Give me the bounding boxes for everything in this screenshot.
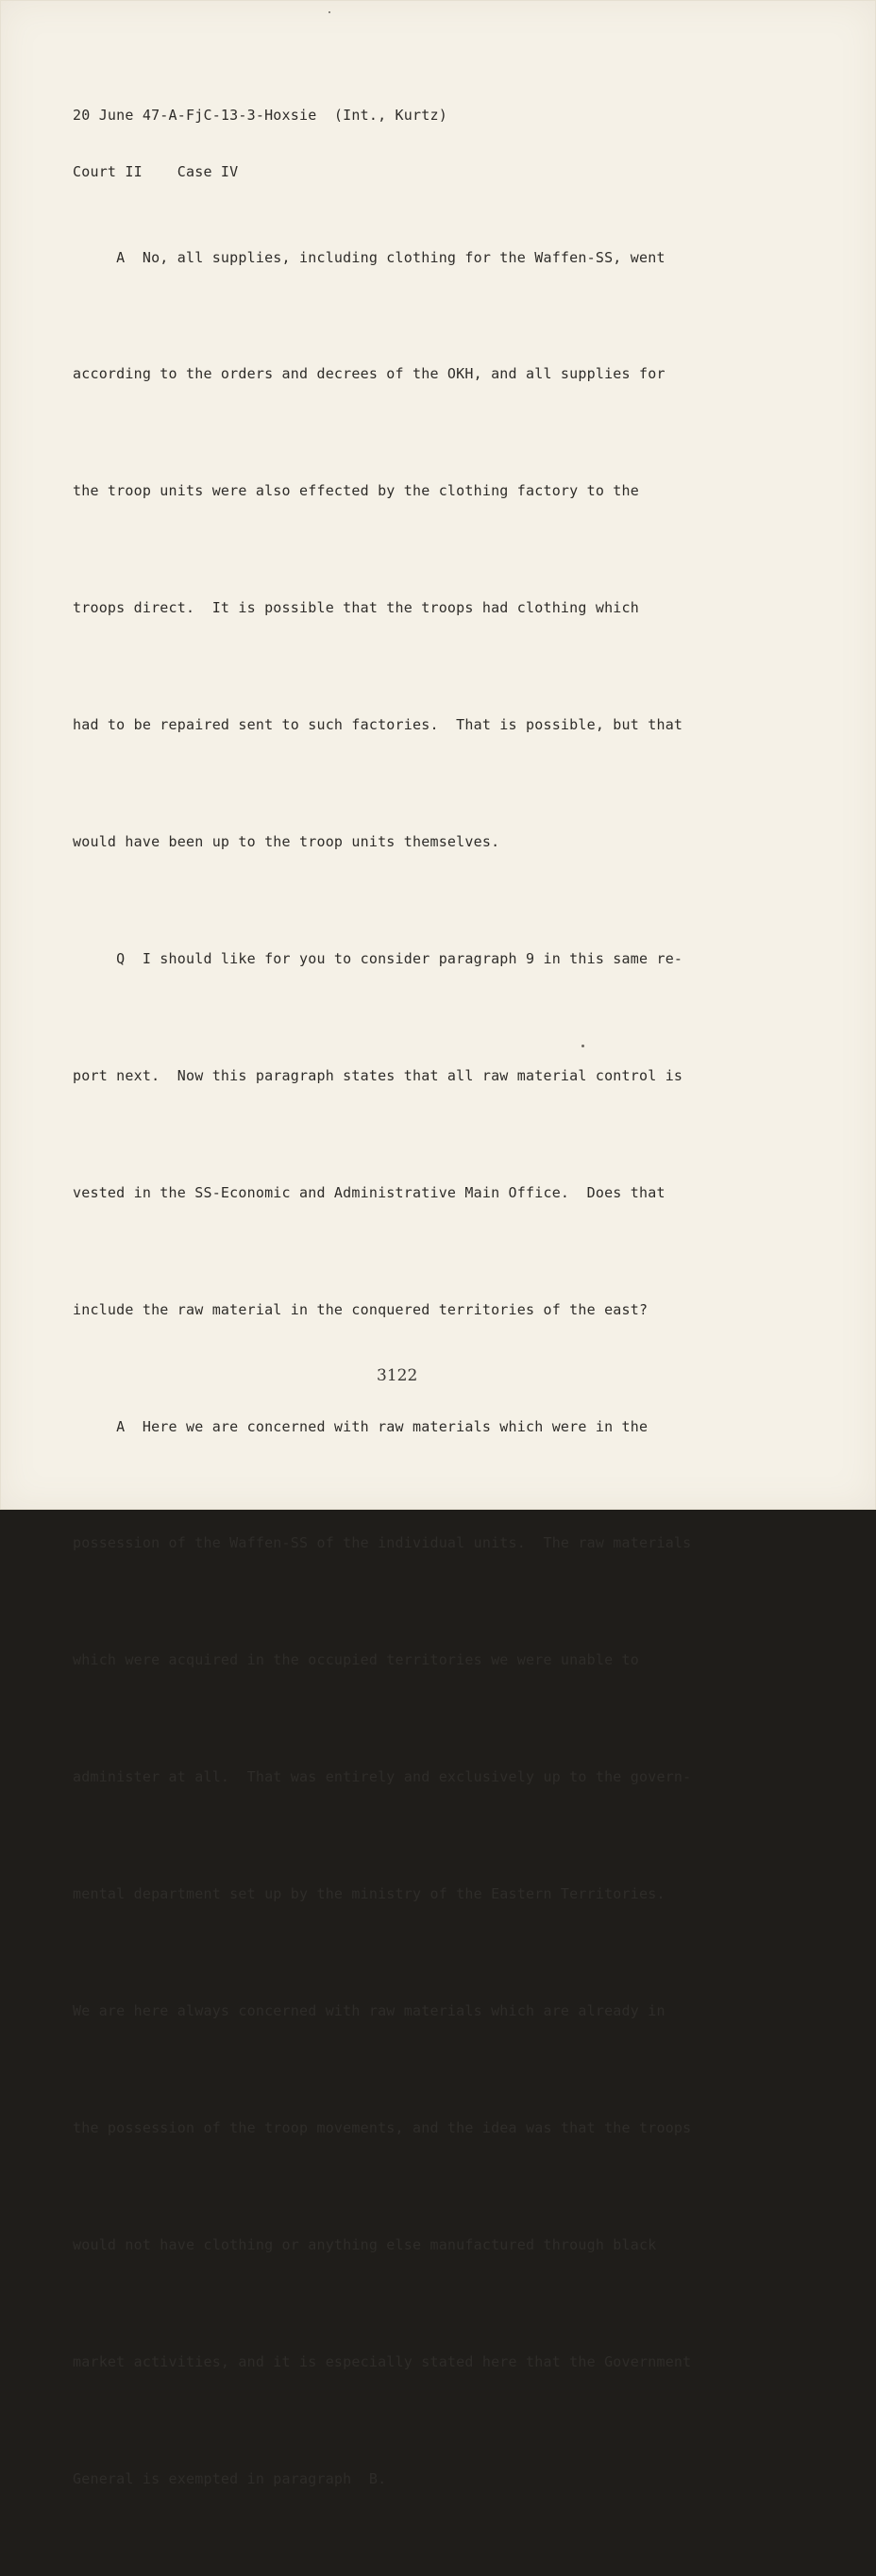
transcript-line: had to be repaired sent to such factories. That is possible, but that	[73, 716, 683, 734]
stray-ink-mark	[328, 11, 330, 13]
transcript-line: include the raw material in the conquered territories of the east?	[73, 1300, 649, 1318]
header-line-1: 20 June 47-A-FjC-13-3-Hoxsie (Int., Kurtz)	[73, 107, 447, 124]
transcript-line: mental department set up by the ministry of the Eastern Territories.	[73, 1885, 665, 1903]
transcript-line: possession of the Waffen-SS of the individual units. The raw materials	[73, 1534, 692, 1552]
header-line-2: Court II Case IV	[73, 163, 239, 180]
transcript-line: the possession of the troop movements, and the idea was that the troops	[73, 2118, 692, 2136]
page-number: 3122	[377, 1366, 418, 1385]
stray-ink-mark	[581, 1045, 584, 1047]
transcript-line: We are here always concerned with raw materials which are already in	[73, 2001, 665, 2019]
transcript-line: General is exempted in paragraph B.	[73, 2469, 387, 2487]
transcript-line: according to the orders and decrees of the OKH, and all supplies for	[73, 365, 665, 383]
transcript-line: Q I should like for you to consider paragraph 9 in this same re-	[73, 949, 683, 967]
transcript-line: A Here we are concerned with raw materials which were in the	[73, 1417, 649, 1435]
transcript-line: vested in the SS-Economic and Administrative Main Office. Does that	[73, 1183, 665, 1201]
transcript-line: port next. Now this paragraph states that all raw material control is	[73, 1066, 683, 1084]
transcript-line: market activities, and it is especially stated here that the Government	[73, 2352, 692, 2370]
transcript-line: administer at all. That was entirely and exclusively up to the govern-	[73, 1768, 692, 1786]
transcript-line: would have been up to the troop units themselves.	[73, 833, 500, 851]
transcript-body	[73, 160, 771, 2576]
transcript-line: would not have clothing or anything else manufactured through black	[73, 2235, 657, 2253]
transcript-line: which were acquired in the occupied territories we were unable to	[73, 1651, 639, 1669]
transcript-line: the troop units were also effected by the clothing factory to the	[73, 482, 639, 500]
transcript-line: troops direct. It is possible that the troops had clothing which	[73, 599, 639, 617]
transcript-line: A No, all supplies, including clothing for the Waffen-SS, went	[73, 248, 665, 266]
